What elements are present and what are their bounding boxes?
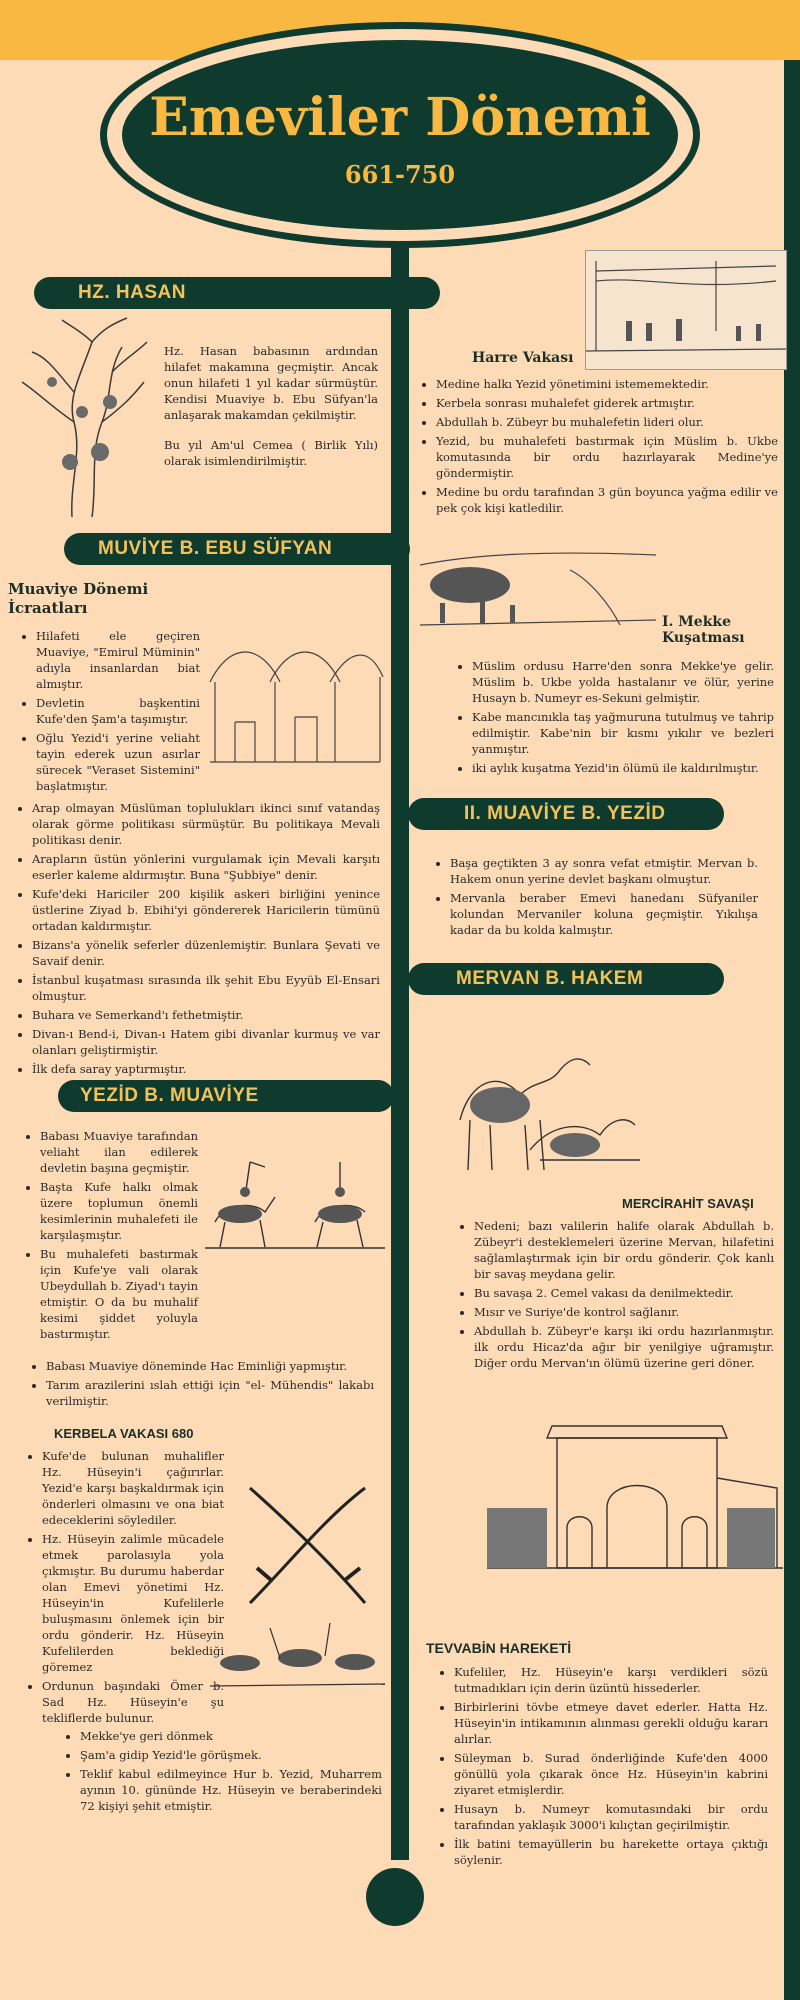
- section-heading-yezid: YEZİD B. MUAVİYE: [58, 1080, 394, 1112]
- kerbela-offer-item: • Teklif kabul edilmeyince Hur b. Yezid, Muharrem ayının 10. gününde Hz. Hüseyin ve beraberindeki 72 kişiyi şehit etmiştir.: [80, 1766, 382, 1814]
- muaviye-subheading: [8, 580, 148, 618]
- yezid-list-top: [22, 1128, 198, 1345]
- horsemen-illustration: [205, 1152, 385, 1252]
- harre-item: • Medine bu ordu tarafından 3 gün boyunca yağma edilir ve pek çok kişi katledilir.: [436, 484, 778, 516]
- merc-heading: MERCİRAHİT SAVAŞI: [622, 1196, 754, 1211]
- page-years: 661-750: [344, 160, 456, 189]
- muaviye-item: • Buhara ve Semerkand'ı fethetmiştir.: [32, 1007, 380, 1023]
- muaviye-item: • Divan-ı Bend-i, Divan-ı Hatem gibi divanlar kurmuş ve var olanları geliştirmiştir.: [32, 1026, 380, 1058]
- hasan-paragraph-2: Bu yıl Am'ul Cemea ( Birlik Yılı) olarak isimlendirilmiştir.: [164, 438, 378, 468]
- palace-illustration: [205, 622, 385, 770]
- muaviye-subheading-line-1: Muaviye Dönemi: [8, 580, 149, 598]
- section-heading-muaviye-ii: II. MUAVİYE B. YEZİD: [408, 798, 724, 830]
- muaviye-list-bottom: [14, 800, 380, 1080]
- muaviye-item: • Bizans'a yönelik seferler düzenlemiştir. Bunlara Şevati ve Savaif denir.: [32, 937, 380, 969]
- muaviye-item: • Arap olmayan Müslüman toplulukları ikinci sınıf vatandaş olarak görme politikası sürmüştür. Bu politikaya Mevali politikası denir.: [32, 800, 380, 848]
- timeline-spine: [391, 240, 409, 1860]
- harre-item: • Abdullah b. Zübeyr bu muhalefetin lideri olur.: [436, 414, 778, 430]
- tevvabin-heading: TEVVABİN HAREKETİ: [426, 1640, 572, 1656]
- tevvabin-item: • Kufeliler, Hz. Hüseyin'e karşı verdikleri sözü tutmadıkları için derin üzüntü hissederler.: [454, 1664, 768, 1696]
- section-heading-mervan: MERVAN B. HAKEM: [408, 963, 724, 995]
- hasan-paragraph-1: Hz. Hasan babasının ardından hilafet makamına geçmiştir. Ancak onun hilafeti 1 yıl kadar sürmüştür. Kendisi Muaviye b. Ebu Süfyan'la anlaşarak makamdan çekilmiştir.: [164, 344, 378, 422]
- muaviye-item: • Oğlu Yezid'i yerine veliaht tayin ederek uzun asırlar sürecek "Veraset Sistemini" başlatmıştır.: [36, 730, 200, 794]
- yezid-item: • Babası Muaviye döneminde Hac Eminliği yapmıştır.: [46, 1358, 374, 1374]
- harre-illustration: [585, 250, 787, 370]
- muaviye-ii-list: [432, 855, 758, 941]
- kerbela-offer-item: • Mekke'ye geri dönmek: [80, 1728, 382, 1744]
- battle-illustration: [210, 1618, 385, 1690]
- merc-list: [456, 1218, 774, 1374]
- camels-illustration: [440, 1040, 640, 1180]
- section-heading-hasan: HZ. HASAN: [34, 277, 440, 309]
- muaviye-ii-item: • Başa geçtikten 3 ay sonra vefat etmiştir. Mervan b. Hakem onun yerine devlet başkanı olmuştur.: [450, 855, 758, 887]
- muaviye-ii-item: • Mervanla beraber Emevi hanedanı Süfyaniler kolundan Mervaniler koluna geçmiştir. Yıkılışa kadar da bu kolda kalmıştır.: [450, 890, 758, 938]
- tevvabin-item: • Birbirlerini tövbe etmeye davet ederler. Hatta Hz. Hüseyin'in intikamının alınması gerekli olduğu kararı alırlar.: [454, 1699, 768, 1747]
- yezid-list-bottom: [28, 1358, 374, 1412]
- muaviye-item: • Kufe'deki Hariciler 200 kişilik askeri birliğini yenince üstlerine Ziyad b. Ebihi'yi göndererek Haricilerin tümünü ortadan kaldırmıştır.: [32, 886, 380, 934]
- crossed-swords-icon: [235, 1468, 380, 1618]
- mekke-heading: I. Mekke Kuşatması: [662, 614, 745, 646]
- merc-item: • Mısır ve Suriye'de kontrol sağlanır.: [474, 1304, 774, 1320]
- tevvabin-list: [436, 1664, 768, 1871]
- muaviye-item: • Devletin başkentini Kufe'den Şam'a taşımıştır.: [36, 695, 200, 727]
- muaviye-item: • Hilafeti ele geçiren Muaviye, "Emirul Müminin" adıyla insanlardan biat almıştır.: [36, 628, 200, 692]
- tevvabin-item: • Süleyman b. Surad önderliğinde Kufe'den 4000 gönüllü yola çıkarak önce Hz. Hüseyin'in kabrini ziyaret etmişlerdir.: [454, 1750, 768, 1798]
- mekke-list: [454, 658, 774, 779]
- harre-list: [418, 376, 778, 519]
- mekke-item: • Kabe mancınıkla taş yağmuruna tutulmuş ve tahrip edilmiştir. Kabe'nin bir kısmı yıkılır ve bezleri yanmıştır.: [472, 709, 774, 757]
- merc-item: • Bu savaşa 2. Cemel vakası da denilmektedir.: [474, 1285, 774, 1301]
- yezid-item: • Bu muhalefeti bastırmak için Kufe'ye vali olarak Ubeydullah b. Ziyad'ı tayin etmiştir. O da bu muhalif kesimi şiddet yoluyla bastırmıştır.: [40, 1246, 198, 1342]
- muaviye-subheading-line-2: İcraatları: [8, 599, 88, 617]
- kerbela-offers: [62, 1728, 382, 1817]
- muaviye-item: • Arapların üstün yönlerini vurgulamak için Mevali karşıtı eserler kaleme aldırmıştır. Buna "Şubbiye" denir.: [32, 851, 380, 883]
- merc-item: • Abdullah b. Zübeyr'e karşı iki ordu hazırlanmıştır. ilk ordu Hicaz'da ağır bir yenilgiye uğramıştır. Diğer ordu Mervan'ın ölümü üzerine geri döner.: [474, 1323, 774, 1371]
- muaviye-list-top: [18, 628, 200, 797]
- yezid-item: • Tarım arazilerini ıslah ettiği için "el- Mühendis" lakabı verilmiştir.: [46, 1377, 374, 1409]
- kerbela-offer-item: • Şam'a gidip Yezid'le görüşmek.: [80, 1747, 382, 1763]
- harre-item: • Yezid, bu muhalefeti bastırmak için Müslim b. Ukbe komutasında bir ordu hazırlayarak Medine'ye göndermiştir.: [436, 433, 778, 481]
- harre-item: • Kerbela sonrası muhalefet giderek artmıştır.: [436, 395, 778, 411]
- kerbela-item: • Hz. Hüseyin zalimle mücadele etmek parolasıyla yola çıkmıştır. Bu durumu haberdar olan Emevi yönetimi Hz. Hüseyin'in Kufelilerle buluşmasını önlemek için bir ordu gönderir. Hz. Hüseyin Kufelilerden beklediği göremez: [42, 1531, 224, 1675]
- section-heading-muaviye: MUVİYE B. EBU SÜFYAN: [64, 533, 410, 565]
- mekke-item: • Müslim ordusu Harre'den sonra Mekke'ye gelir. Müslim b. Ukbe yolda hastalanır ve ölür, yerine Husayn b. Numeyr es-Sekuni gelmiştir.: [472, 658, 774, 706]
- harre-item: • Medine halkı Yezid yönetimini istememektedir.: [436, 376, 778, 392]
- yezid-item: • Babası Muaviye tarafından veliaht ilan edilerek devletin başına geçmiştir.: [40, 1128, 198, 1176]
- gate-illustration: [487, 1418, 783, 1574]
- tree-illustration: [12, 312, 152, 522]
- mekke-item: • iki aylık kuşatma Yezid'in ölümü ile kaldırılmıştır.: [472, 760, 774, 776]
- tevvabin-item: • İlk batini temayüllerin bu harekette ortaya çıktığı söylenir.: [454, 1836, 768, 1868]
- kerbela-item: • Kufe'de bulunan muhalifler Hz. Hüseyin'i çağırırlar. Yezid'e karşı başkaldırmak için önderleri olmasını ve ona biat edeceklerini söylediler.: [42, 1448, 224, 1528]
- kerbela-list: [24, 1448, 224, 1729]
- page-title: Emeviler Dönemi: [149, 87, 651, 148]
- harre-heading: Harre Vakası: [472, 350, 574, 366]
- siege-illustration: [420, 525, 656, 633]
- kerbela-item: • Ordunun başındaki Ömer b. Sad Hz. Hüseyin'e şu tekliflerde bulunur.: [42, 1678, 224, 1726]
- kerbela-heading: KERBELA VAKASI 680: [54, 1426, 194, 1441]
- merc-item: • Nedeni; bazı valilerin halife olarak Abdullah b. Zübeyr'i desteklemeleri üzerine Mervan, hilafetini sağlamlaştırmak için bir ordu gönderir. Çok kanlı bir savaş meydana gelir.: [474, 1218, 774, 1282]
- timeline-end-dot: [366, 1868, 424, 1926]
- tevvabin-item: • Husayn b. Numeyr komutasındaki bir ordu tarafından yaklaşık 3000'i kılıçtan geçirilmiştir.: [454, 1801, 768, 1833]
- yezid-item: • Başta Kufe halkı olmak üzere toplumun önemli kesimlerinin muhalefeti ile karşılaşmıştır.: [40, 1179, 198, 1243]
- muaviye-item: • İlk defa saray yaptırmıştır.: [32, 1061, 380, 1077]
- hasan-text: [164, 343, 378, 469]
- muaviye-item: • İstanbul kuşatması sırasında ilk şehit Ebu Eyyüb El-Ensari olmuştur.: [32, 972, 380, 1004]
